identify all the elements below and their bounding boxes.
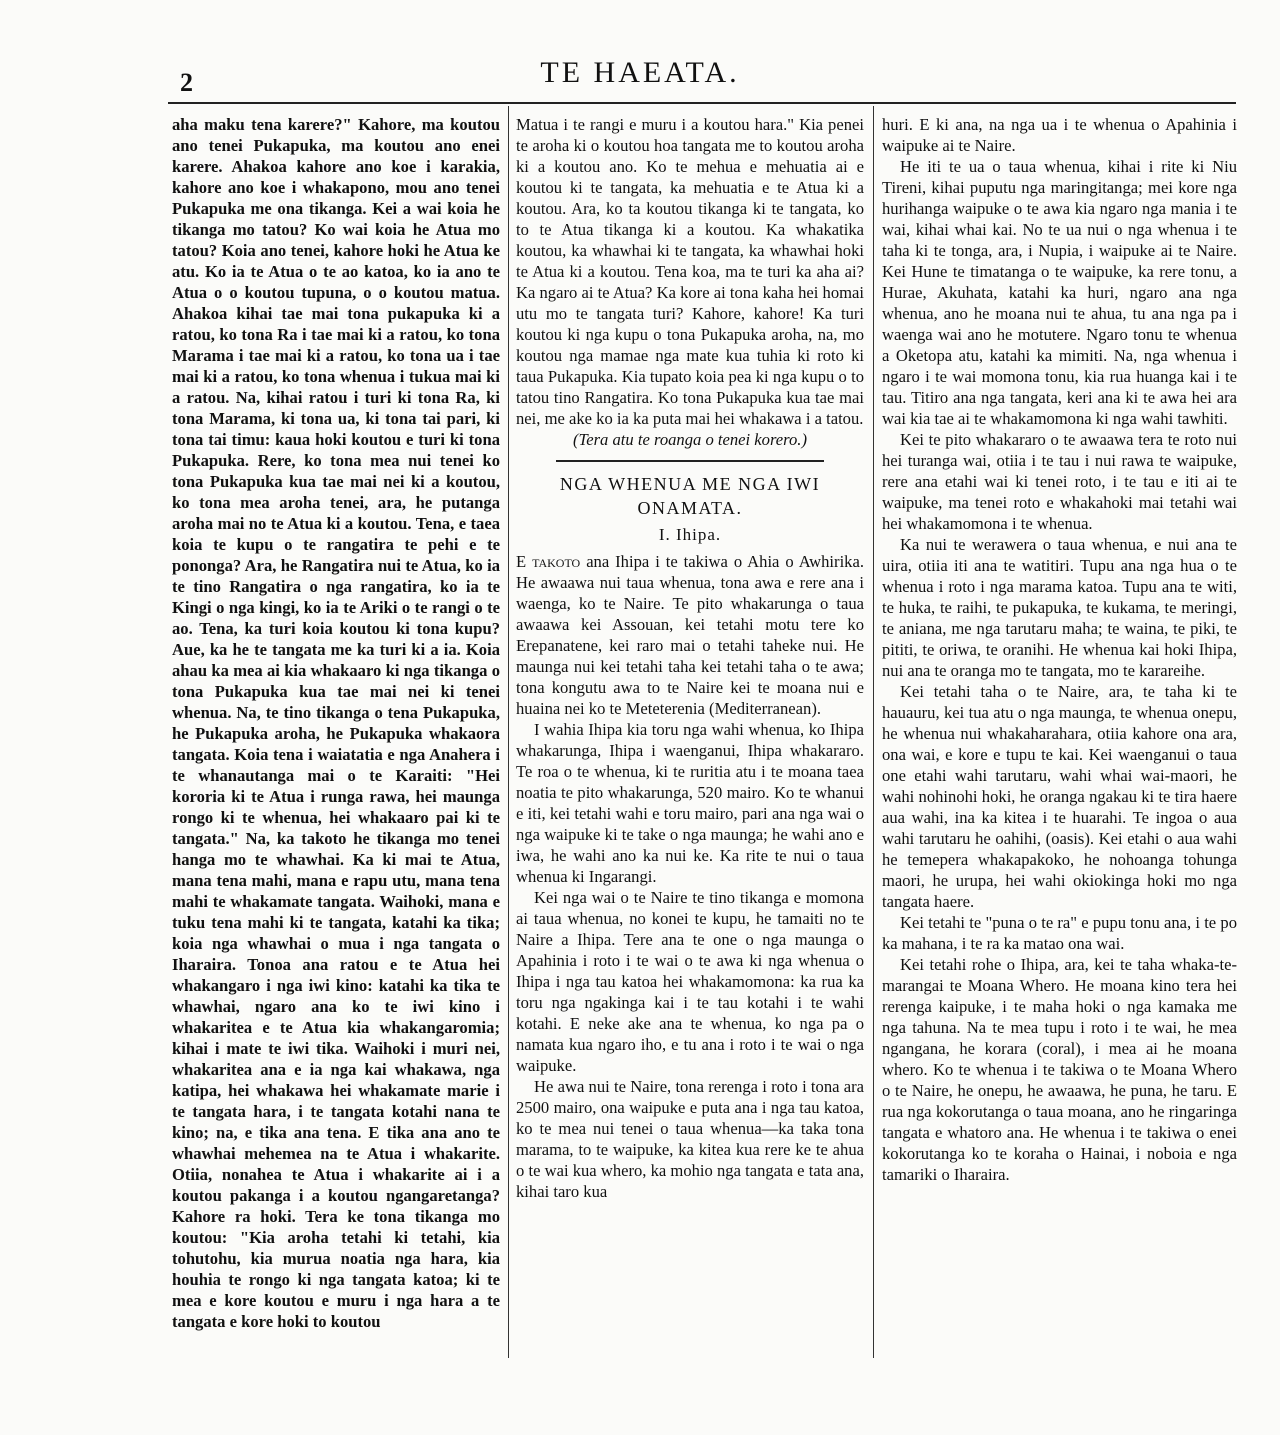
running-head: TE HAEATA. xyxy=(540,56,740,89)
col3-paragraph: Kei tetahi rohe o Ihipa, ara, kei te taha whaka-te-marangai te Moana Whero. He moana kino tera hei rerenga kaipuke, i te maha hoki o nga kamaka me nga tahuna. Na te mea tupu i roto i te wai, he mea ngangana, he korara (coral), i mea ai he moana whero. Ko te whenua i te takiwa o te Moana Whero o te Naire, he onepu, he awaawa, he puna, he taru. E rua nga kokorutanga o taua moana, ano he ringaringa tangata e whatoro ana. He whenua i te takiwa o enei kokorutanga ko te koraha o Hainai, i noboia e nga tamariki o Iharaira. xyxy=(882,955,1237,1184)
section-paragraph: He awa nui te Naire, tona rerenga i roto i tona ara 2500 mairo, ona waipuke e puta ana i nga tau katoa, ko te mea nui tenei o taua whenua—ka taka tona marama, to te waipuke, ka kitea kua rere ke te ahua o te wai kua whero, ka mohio nga tangata e tata ana, kihai taro kua xyxy=(516,1077,864,1201)
col1-paragraph: aha maku tena karere?" Kahore, ma koutou ano tenei Pukapuka, ma koutou ano enei karere. Ahakoa kahore ano koe i karakia, kahore ano koe i whakapono, mou ano tenei Pukapuka me ona tikanga. Kei a wai koia he tikanga mo tatou? Ko wai koia he Atua mo tatou? Koia ano tenei, kahore hoki he Atua ke atu. Ko ia te Atua o te ao katoa, ko ia ano te Atua o o koutou tupuna, o o koutou matua. Ahakoa kihai tae mai tona pukapuka ki a ratou, ko tona Ra i tae mai ki a ratou, ko tona Marama i tae mai ki a ratou, ko tona ua i tae mai ki a ratou, ko tona whenua i tukua mai ki a ratou. Na, kihai ratou i turi ki tona Ra, ki tona Marama, ki tona ua, ki tona tai pari, ki tona tai timu: kaua hoki koutou e turi ki tona Pukapuka. Rere, ko tona mea nui tenei ko tona Pukapuka kua tae mai nei ki a koutou, ko tona mea aroha tenei, ara, he putanga aroha mai no te Atua ki a koutou. Tena, e taea koia te kupu o te rangatira te pehi e te pononga? Ara, he Rangatira nui te Atua, ko ia te tino Rangatira o nga rangatira, ko ia te Kingi o nga kingi, ko ia te Ariki o te rangi o te ao. Tena, ka turi koia koutou ki tona kupu? Aue, ka he te tangata me ka turi ki a ia. Koia ahau ka mea ai kia whakaaro ki nga tikanga o tona Pukapuka kua tae mai nei ki tenei whenua. Na, te tino tikanga o tena Pukapuka, he Pukapuka aroha, he Pukapuka whakaora tangata. Koia tena i waiatatia e nga Anahera i te whanautanga mai o te Karaiti: "Hei kororia ki te Atua i runga rawa, hei maunga rongo ki te whenua, hei whakaaro pai ki te tangata." Na, ka takoto he tikanga mo tenei hanga mo te whawhai. Ka ki mai te Atua, mana tena mahi, mana e rapu utu, mana tena mahi te whakamate tangata. Waihoki, mana e tuku tena mahi ki te tangata, katahi ka tika; koia nga whawhai o mua i nga tangata o Iharaira. Tonoa ana ratou e te Atua hei whakangaro i nga iwi kino: katahi ka tika te whawhai, ngaro ana ko te iwi kino i whakaritea e te Atua kia whakangaromia; kihai i mate te iwi tika. Waihoki i muri nei, whakaritea ana e ia nga kai whakawa, nga katipa, hei whakawa hei whakamate marie i te tangata hara, i te tangata kotahi nana te kino; na, e tika ana tena. E tika ana ano te whawhai mehemea na te Atua i whakarite. Otiia, nonahea te Atua i whakarite ai i a koutou pakanga i a koutou ngangaretanga? Kahore ra hoki. Tera ke tona tikanga mo koutou: "Kia aroha tetahi ki tetahi, kia tohutohu, kia murua noatia nga hara, kia houhia te rongo ki nga tangata katoa; ki te mea e kore koutou e muru i nga hara a te tangata e kore hoki to koutou xyxy=(172,115,500,1331)
column-3 xyxy=(882,114,1237,1354)
section-lead: E takoto xyxy=(516,552,581,571)
page-number: 2 xyxy=(180,68,193,97)
col3-paragraph: huri. E ki ana, na nga ua i te whenua o Apahinia i waipuke ai te Naire. xyxy=(882,115,1237,155)
header-rule xyxy=(168,102,1236,104)
section-paragraph: I wahia Ihipa kia toru nga wahi whenua, ko Ihipa whakarunga, Ihipa i waenganui, Ihipa whakararo. Te roa o te whenua, ki te ruritia atu i te moana taea noatia te pito whakarunga, 520 mairo. Ko te whanui e iti, kei tetahi wahi e toru mairo, pari ana nga wai o nga waipuke ki te take o nga maunga; he wahi ano e iwa, he wahi ano ka nui ke. Ka rite te nui o taua whenua ki Ingarangi. xyxy=(516,720,864,886)
col3-paragraph: Kei tetahi te "puna o te ra" e pupu tonu ana, i te po ka mahana, i te ra ka matao ona wai. xyxy=(882,913,1237,953)
col3-paragraph: Kei tetahi taha o te Naire, ara, te taha ki te hauauru, kei tua atu o nga maunga, te whenua onepu, he whenua nui whakaharahara, otiia kahore ona ara, ona wai, e kore e tupu te kai. Kei waenganui o taua one etahi wahi tarutaru, wahi whai wai-maori, he wahi nohinohi hoki, he oranga ngakau ki te tira haere aua wahi, ina ka kitea i te huarahi. Te ingoa o aua wahi tarutaru he oahihi, (oasis). Kei etahi o aua wahi he temepera whakapakoko, he nohoanga tohunga maori, he urupa, hei wahi okiokinga hoki mo nga tangata haere. xyxy=(882,682,1237,911)
column-divider xyxy=(873,106,874,1358)
subsection-title: I. Ihipa. xyxy=(658,525,722,544)
section-rule xyxy=(556,460,824,462)
col3-paragraph: Ka nui te werawera o taua whenua, e nui ana te uira, otiia iti ana te watitiri. Tupu ana nga hua o te whenua i roto i nga marama katoa. Tupu ana te witi, te huka, te raihi, te pukapuka, te kukama, te meringi, te aniana, me nga tarutaru maha; te waina, te piki, te pititi, te oriwa, te oranihi. He whenua kai hoki Ihipa, nui ana te oranga mo te tangata, mo te karareihe. xyxy=(882,535,1237,680)
section-paragraph xyxy=(516,551,864,719)
column-divider xyxy=(508,106,509,1358)
col3-paragraph: He iti te ua o taua whenua, kihai i rite ki Niu Tireni, kihai puputu nga maringitanga; mei kore nga hurihanga waipuke o te awa kia ngaro nga mania i te wai, kihai whai kai. No te ua nui o nga whenua i te taha ki te tonga, ara, i Nupia, i waipuke ai te Naire. Kei Hune te timatanga o te waipuke, ka rere tonu, a Hurae, Akuhata, katahi ka huri, ngaro ana nga whenua, ano he moana nui te ahua, tu ana nga pa i waenga wai ano he motutere. Ngaro tonu te whenua a Oketopa atu, katahi ka mimiti. Na, nga whenua i ngaro i te wai momona tonu, kia rua huanga kai i te tau. Titiro ana nga tangata, keri ana ki te awa hei ara wai kia tae ai te whakamomona ki nga wahi tawhiti. xyxy=(882,157,1237,428)
col3-paragraph: Kei te pito whakararo o te awaawa tera te roto nui hei turanga wai, otiia i te tau i nui rawa te waipuke, rere ana etahi wai ki tenei roto, i te tau e iti ai te waipuke, ma tenei roto e whakahoki mai tetahi wai hei whakamomona i te whenua. xyxy=(882,430,1237,533)
section-paragraph-text: ana Ihipa i te takiwa o Ahia o Awhirika. He awaawa nui taua whenua, tona awa e rere ana i waenga, ko te Naire. Te pito whakarunga o taua awaawa kei Assouan, kei tetahi motu tere ko Erepanatene, kei raro mai o tetahi taheke nui. He maunga nui kei tetahi taha kei tetahi taha o te awa; tona kongutu awa to te Naire kei te moana nui e huaina nei ko te Meteterenia (Mediterranean). xyxy=(516,552,864,718)
col2-paragraph: Matua i te rangi e muru i a koutou hara." Kia penei te aroha ki o koutou hoa tangata me to koutou aroha ki a koutou ano. Ko te mehua e mehuatia ai e koutou ki te tangata, ka mehuatia e te Atua ki a koutou. Ara, ko ta koutou tikanga ki te tangata, ko to te Atua tikanga ki a koutou. Ka whakatika koutou, ka whawhai ki te tangata, ka whawhai hoki te Atua ki a koutou. Tena koa, ma te turi ka aha ai? Ka ngaro ai te Atua? Ka kore ai tona kaha hei homai utu mo te tangata turi? Kahore, kahore! Ka turi koutou ki nga kupu o tona Pukapuka aroha, na, mo koutou nga mamae nga mate kua tuhia ki roto ki taua Pukapuka. Kia tupato koia pea ki nga kupu o to tatou tino Rangatira. Ko tona Pukapuka kua tae mai nei, me ake ko ia ka puta mai hei whakawa i a tatou. xyxy=(516,115,864,428)
column-2 xyxy=(516,114,864,1354)
section-paragraph: Kei nga wai o te Naire te tino tikanga e momona ai taua whenua, no konei te kupu, he tamaiti no te Naire a Ihipa. Tere ana te one o nga maunga o Apahinia i roto i te wai o te awa ki nga whenua o Ihipa i nga tau katoa hei whakamomona: ka rua ka toru nga ngakinga kai i te tau kotahi i te wahi kotahi. E neke ake ana te whenua, ko nga pa o namata kua ngaro iho, e tu ana i roto i te wai o nga waipuke. xyxy=(516,888,864,1075)
column-1 xyxy=(172,114,500,1354)
section-title: NGA WHENUA ME NGA IWI ONAMATA. xyxy=(559,474,821,518)
continued-note: (Tera atu te roanga o tenei korero.) xyxy=(573,430,807,449)
